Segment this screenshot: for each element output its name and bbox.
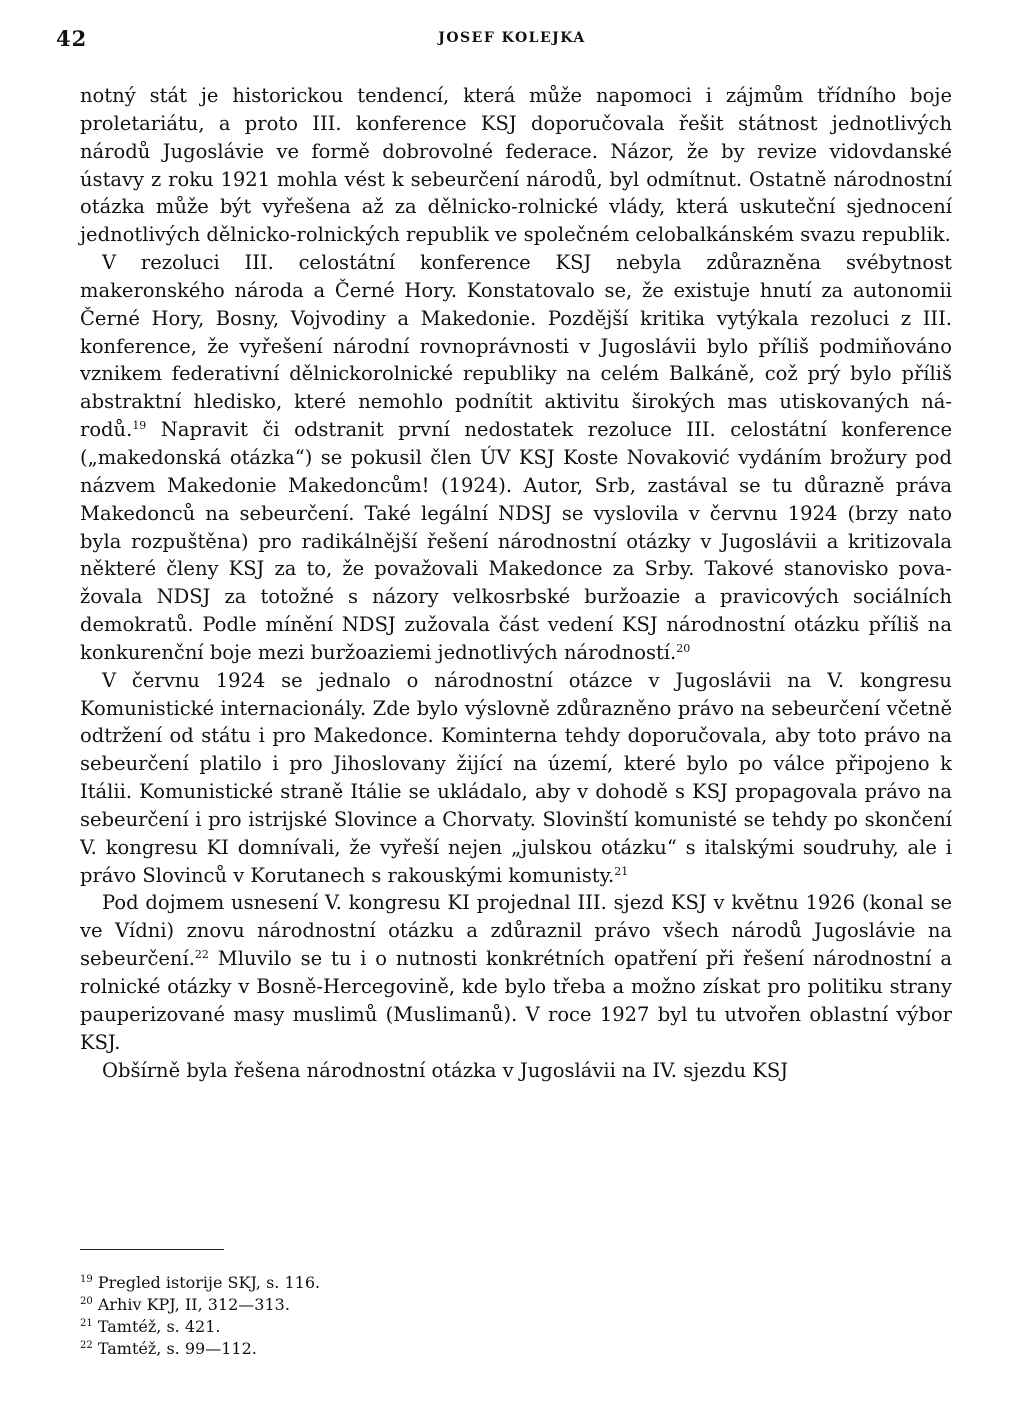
- footnote-reference: 20: [676, 641, 691, 655]
- footnote-number: 19: [80, 1274, 93, 1285]
- paragraph: [80, 1057, 952, 1085]
- body-text: [80, 82, 952, 1084]
- footnote: [80, 1338, 580, 1360]
- footnote-reference: 19: [132, 419, 147, 433]
- footnote-reference: 21: [614, 864, 629, 878]
- footnote-text: Tamtéž, s. 421.: [92, 1317, 221, 1336]
- paragraph: [80, 249, 952, 667]
- paragraph: [80, 82, 952, 249]
- paragraph-text: V rezoluci III. celostátní konference KSJ nebyla zdůrazněna svébytnost makeronského národa a Černé Hory. Konstatovalo se, že existuje hnutí za autonomii Černé Hory, Bosny, Vojvodiny a Makedonie. Pozdější kritika vytýkala rezoluci z III. konference, že vyřešení národní rovnoprávnosti v Jugoslávii bylo příliš podmiňováno vznikem federativní dělnickorolnické republiky na celém Balkáně, což prý bylo příliš abstraktní hledisko, které nemohlo podnítit aktivitu širokých mas utiskovaných národů.: [80, 251, 952, 442]
- paragraph: [80, 667, 952, 890]
- paragraph-text: Mluvilo se tu i o nutnosti konkrétních opatření při řešení národnostní a rolnické otázky v Bosně-Hercegovině, kde bylo třeba a možno získat pro politiku strany pauperizované masy muslimů (Muslimanů). V roce 1927 byl tu utvořen oblastní výbor KSJ.: [80, 947, 952, 1054]
- paragraph-text: notný stát je historickou tendencí, která může napomoci i zájmům třídního boje proletariátu, a proto III. konference KSJ doporučovala řešit státnost jednotlivých národů Jugoslávie ve formě dobrovolné federace. Názor, že by revize vidovdanské ústavy z roku 1921 mohla vést k sebeurčení národů, byl odmítnut. Ostatně národnostní otázka může být vyřešena až za dělnicko-rolnické vlády, která uskuteční sjednocení jednotlivých dělnicko-rolnických republik ve společném celobalkánském svazu republik.: [80, 84, 952, 247]
- paragraph-text: Obšírně byla řešena národnostní otázka v Jugoslávii na IV. sjezdu KSJ: [102, 1058, 789, 1082]
- footnote-number: 20: [80, 1296, 93, 1307]
- footnote: [80, 1316, 580, 1338]
- footnote-reference: 22: [194, 948, 209, 962]
- paragraph-text: Pod dojmem usnesení V. kongresu KI projednal III. sjezd KSJ v květnu 1926 (konal se ve Vídni) znovu národnostní otázku a zdůraznil právo všech národů Jugoslávie na sebeurčení.: [80, 891, 952, 971]
- paragraph: [80, 889, 952, 1056]
- footnote: [80, 1272, 580, 1294]
- paragraph-text: Napravit či odstranit první nedostatek rezoluce III. celostátní konference („makedonská otázka“) se pokusil člen ÚV KSJ Koste Novaković vydáním brožury pod názvem Makedonie Makedoncům! (1924). Autor, Srb, zastával se tu důrazně práva Makedonců na sebeurčení. Také legální NDSJ se vyslovila v červnu 1924 (brzy nato byla rozpuštěna) pro radikálnější řešení národnostní otázky v Jugoslávii a kritizovala některé členy KSJ za to, že považovali Makedonce za Srby. Takové stanovisko považovala NDSJ za totožné s názory velkosrbské buržoazie a pravicových sociálních demokratů. Podle mínění NDSJ zužovala část vedení KSJ národnostní otázku příliš na konkurenční boje mezi buržoaziemi jednotlivých národností.: [80, 418, 952, 664]
- running-head: JOSEF KOLEJKA: [438, 30, 586, 46]
- footnote-number: 21: [80, 1318, 93, 1329]
- footnote: [80, 1294, 580, 1316]
- footnote-rule: [80, 1249, 224, 1250]
- page-number: 42: [56, 26, 88, 51]
- paragraph-text: V červnu 1924 se jednalo o národnostní otázce v Jugoslávii na V. kongresu Komunistické internacionály. Zde bylo výslovně zdůrazněno právo na sebeurčení včetně odtržení od státu i pro Makedonce. Kominterna tehdy doporučovala, aby toto právo na sebeurčení platilo i pro Jihoslovany žijící na území, které bylo po válce připojeno k Itálii. Komunistické straně Itálie se ukládalo, aby v dohodě s KSJ propagovala právo na sebeurčení i pro istrijské Slovince a Chorvaty. Slovinští komunisté se tehdy po skončení V. kongresu KI domnívali, že vyřeší nejen „julskou otázku“ s italskými soudruhy, ale i právo Slovinců v Korutanech s rakouskými komunisty.: [80, 668, 952, 887]
- footnote-text: Arhiv KPJ, II, 312—313.: [92, 1295, 290, 1314]
- footnote-text: Pregled istorije SKJ, s. 116.: [92, 1273, 321, 1292]
- footnote-number: 22: [80, 1340, 93, 1351]
- footnotes: [80, 1272, 580, 1360]
- footnote-text: Tamtéž, s. 99—112.: [92, 1339, 257, 1358]
